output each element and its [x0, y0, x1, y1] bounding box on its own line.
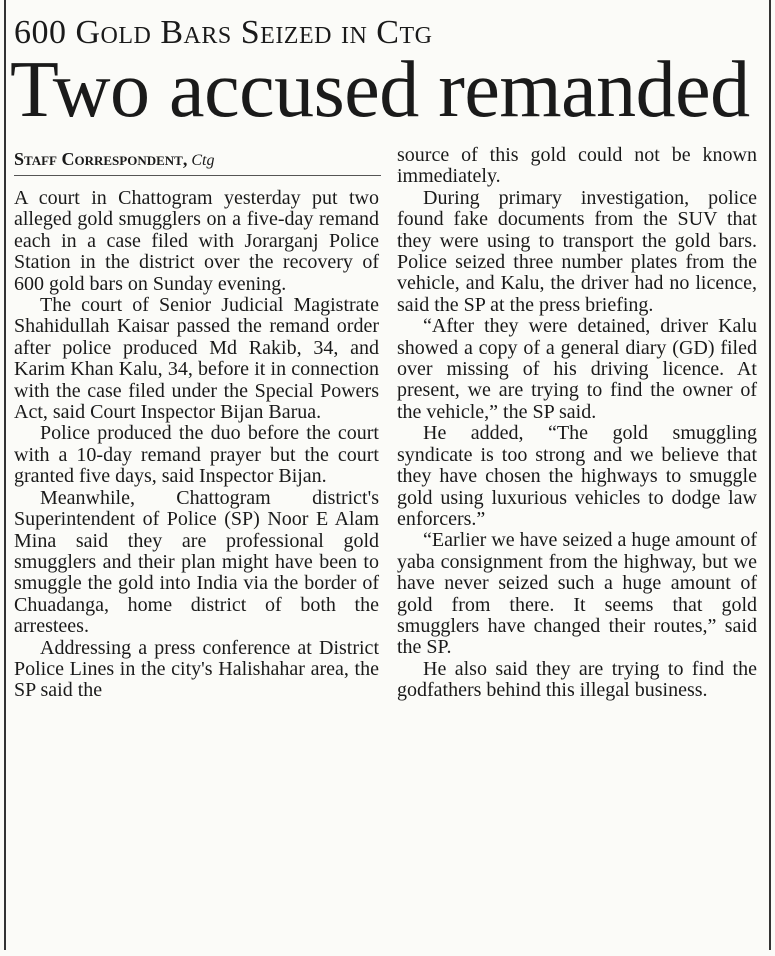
kicker: 600 Gold Bars Seized in Ctg [14, 14, 433, 51]
headline: Two accused remanded [10, 46, 750, 134]
paragraph: “Earlier we have seized a huge amount of yaba consignment from the highway, but we have never seized such a huge amount of gold from there. It seems that gold smugglers have changed their routes,” said the SP. [397, 529, 757, 659]
left-column [14, 188, 379, 702]
byline-rule [14, 175, 381, 176]
byline-author: Staff Correspondent, [14, 149, 188, 169]
paragraph: He added, “The gold smuggling syndicate is too strong and we believe that they have chosen the highways to smuggle gold using luxurious vehicles to dodge law enforcers.” [397, 422, 757, 530]
paragraph: The court of Senior Judicial Magistrate Shahidullah Kaisar passed the remand order after police produced Md Rakib, 34, and Karim Khan Kalu, 34, before it in connection with the case filed under the Special Powers Act, said Court Inspector Bijan Barua. [14, 294, 379, 424]
paragraph: He also said they are trying to find the godfathers behind this illegal business. [397, 657, 757, 702]
paragraph: Addressing a press conference at District Police Lines in the city's Halishahar area, the SP said the [14, 636, 379, 702]
paragraph: Meanwhile, Chattogram district's Superintendent of Police (SP) Noor E Alam Mina said they are professional gold smugglers and their plan might have been to smuggle the gold into India via the border of Chuadanga, home district of both the arrestees. [14, 486, 379, 638]
paragraph: During primary investigation, police found fake documents from the SUV that they were using to transport the gold bars. Police seized three number plates from the vehicle, and Kalu, the driver had no licence, said the SP at the press briefing. [397, 186, 757, 316]
paragraph: “After they were detained, driver Kalu showed a copy of a general diary (GD) filed over missing of his driving licence. At present, we are trying to find the owner of the vehicle,” the SP said. [397, 315, 757, 423]
paragraph: source of this gold could not be known immediately. [397, 144, 757, 188]
right-column [397, 145, 757, 702]
byline-place: Ctg [191, 152, 215, 169]
paragraph: Police produced the duo before the court with a 10-day remand prayer but the court granted five days, said Inspector Bijan. [14, 422, 379, 488]
byline [14, 149, 214, 170]
paragraph: A court in Chattogram yesterday put two alleged gold smugglers on a five-day remand each in a case filed with Jorarganj Police Station in the district over the recovery of 600 gold bars on Sunday evening. [14, 187, 379, 295]
